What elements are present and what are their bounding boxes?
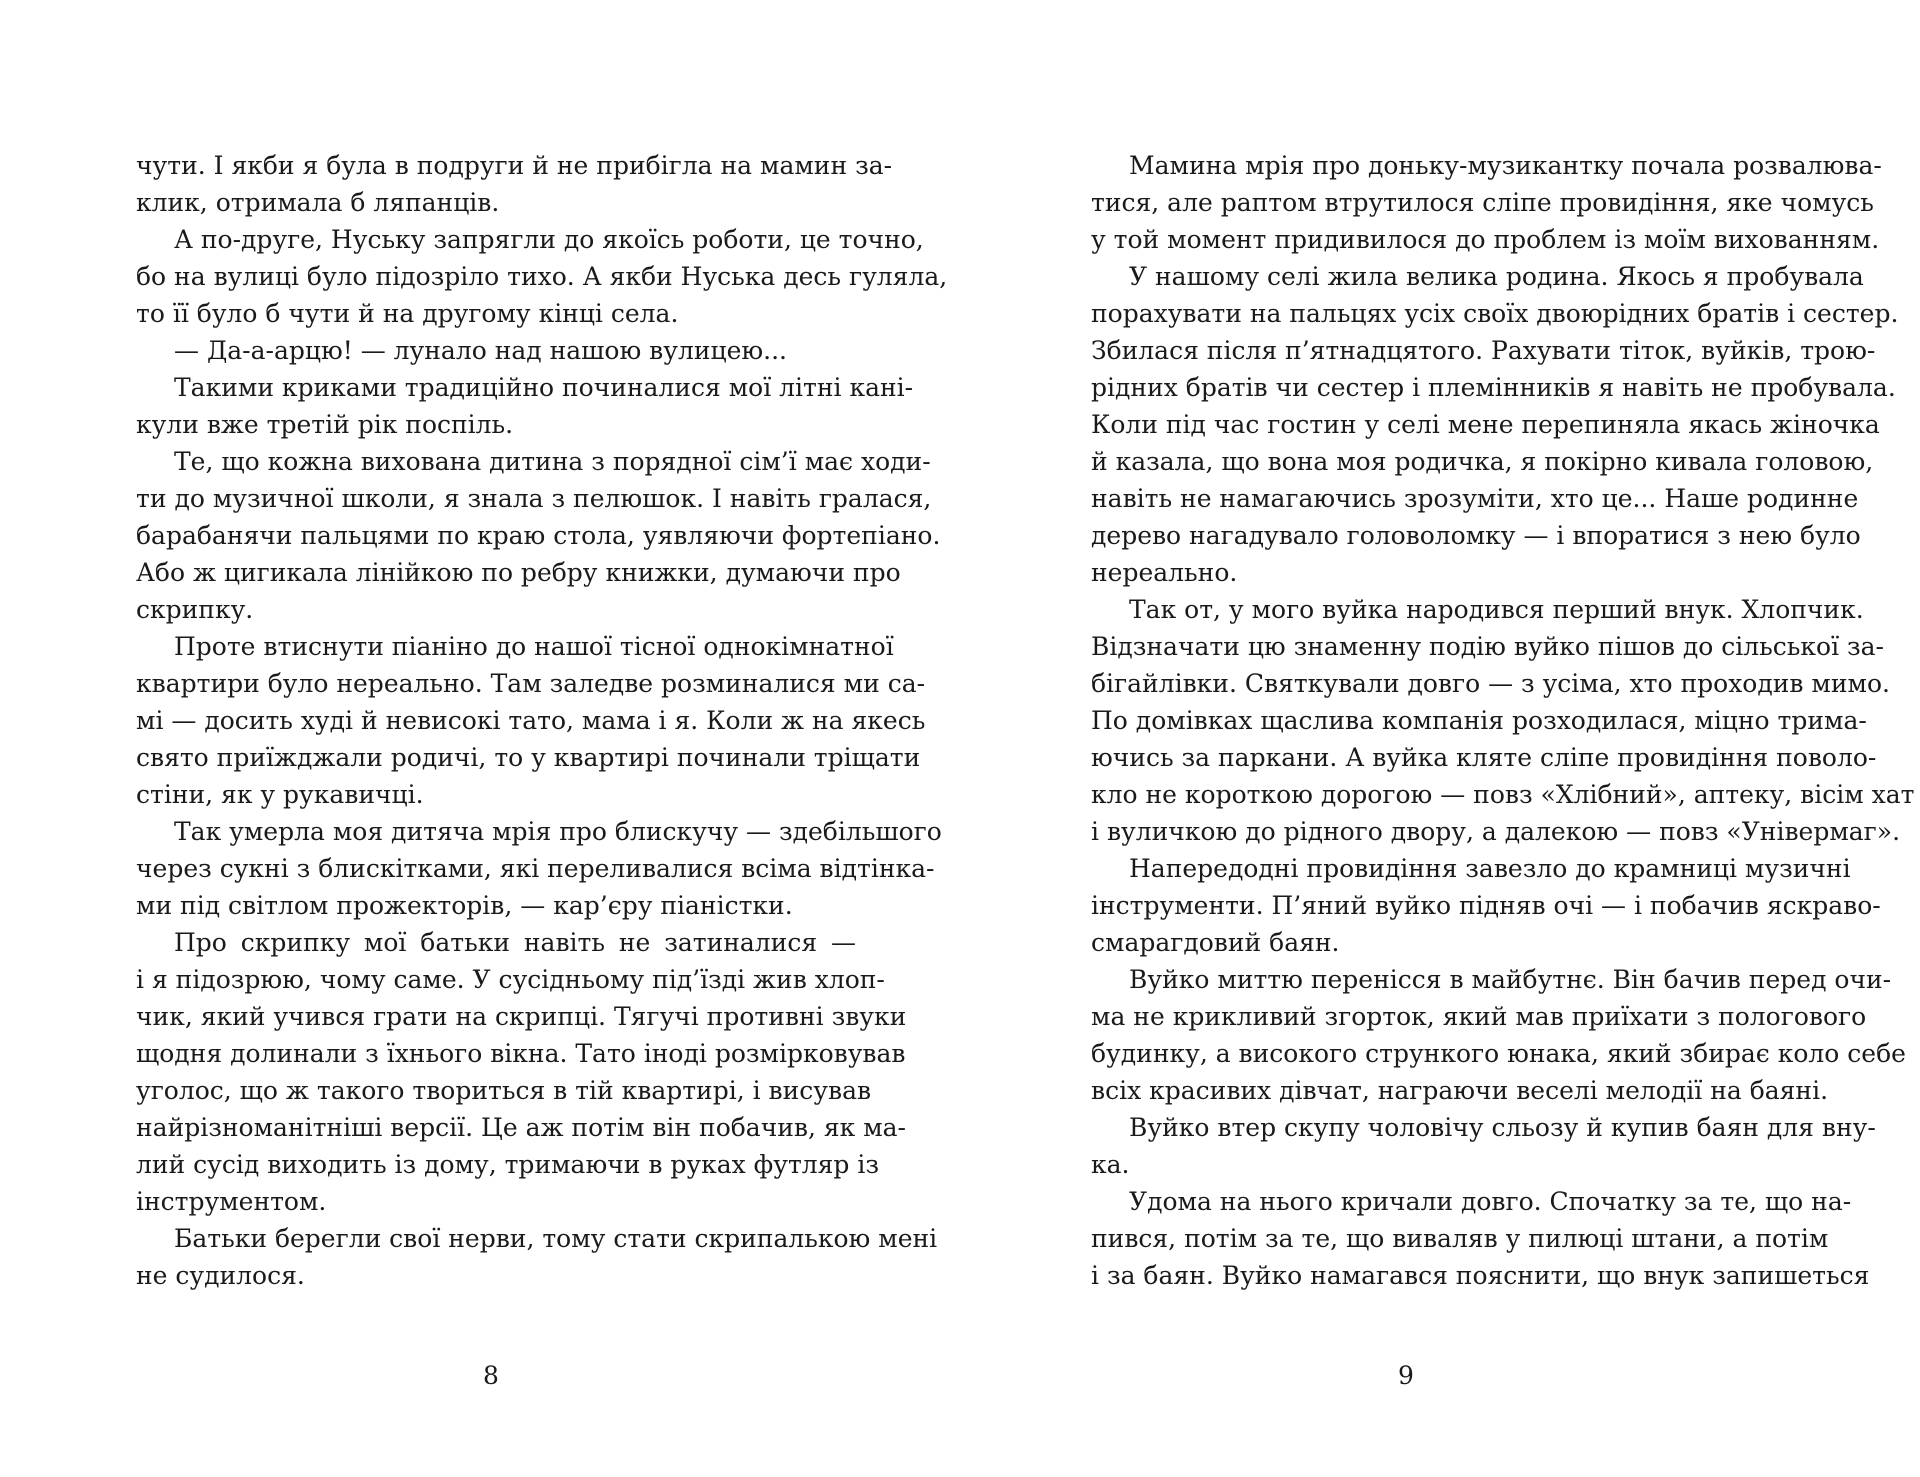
page-number: 9 (1398, 1361, 1414, 1390)
text-line: ми під світлом прожекторів, — кар’єру піаністки. (136, 891, 793, 920)
text-line: ма не крикливий згорток, який мав приїхати з пологового (1091, 1002, 1867, 1031)
page-number: 8 (483, 1361, 499, 1390)
text-line: тися, але раптом втрутилося сліпе провидіння, яке чомусь (1091, 188, 1874, 217)
text-line: всіх красивих дівчат, награючи веселі мелодії на баяні. (1091, 1076, 1829, 1105)
text-line: лий сусід виходить із дому, тримаючи в руках футляр із (136, 1150, 880, 1179)
text-line: уголос, що ж такого твориться в тій квартирі, і висував (136, 1076, 872, 1105)
text-line: барабанячи пальцями по краю стола, уявляючи фортепіано. (136, 521, 941, 550)
text-line: Вуйко миттю перенісся в майбутнє. Він бачив перед очи- (1129, 965, 1892, 994)
text-line: Напередодні провидіння завезло до крамниці музичні (1129, 854, 1851, 883)
text-line: Батьки берегли свої нерви, тому стати скрипалькою мені (174, 1224, 938, 1253)
text-line: бігайлівки. Святкували довго — з усіма, хто проходив мимо. (1091, 669, 1890, 698)
text-line: інструменти. П’яний вуйко підняв очі — і побачив яскраво- (1091, 891, 1881, 920)
text-line: й казала, що вона моя родичка, я покірно кивала головою, (1091, 447, 1874, 476)
text-line: ючись за паркани. А вуйка кляте сліпе провидіння поволо- (1091, 743, 1877, 772)
text-line: квартири було нереально. Там заледве розминалися ми са- (136, 669, 926, 698)
text-line: Проте втиснути піаніно до нашої тісної однокімнатної (174, 632, 894, 661)
text-line: і я підозрюю, чому саме. У сусідньому під’їзді жив хлоп- (136, 965, 885, 994)
text-line: нереально. (1091, 558, 1238, 587)
text-line: інструментом. (136, 1187, 327, 1216)
text-line: мі — досить худі й невисокі тато, мама і я. Коли ж на якесь (136, 706, 926, 735)
text-line: ка. (1091, 1150, 1130, 1179)
text-line: смарагдовий баян. (1091, 928, 1340, 957)
text-line: порахувати на пальцях усіх своїх двоюрідних братів і сестер. (1091, 299, 1899, 328)
text-line: — Да-а-арцю! — лунало над нашою вулицею... (174, 336, 787, 365)
text-line: Збилася після п’ятнадцятого. Рахувати тіток, вуйків, трою- (1091, 336, 1876, 365)
left-page-text (136, 147, 948, 1294)
text-line: Відзначати цю знаменну подію вуйко пішов до сільської за- (1091, 632, 1885, 661)
right-page-text (1091, 147, 1915, 1294)
text-line: навіть не намагаючись зрозуміти, хто це... Наше родинне (1091, 484, 1859, 513)
text-line: дерево нагадувало головоломку — і впоратися з нею було (1091, 521, 1861, 550)
text-line: скрипку. (136, 595, 254, 624)
text-line: Або ж цигикала лінійкою по ребру книжки, думаючи про (136, 558, 901, 587)
text-line: кло не короткою дорогою — повз «Хлібний», аптеку, вісім хат (1091, 780, 1915, 809)
text-line: ти до музичної школи, я знала з пелюшок. І навіть гралася, (136, 484, 932, 513)
text-line: Те, що кожна вихована дитина з порядної сім’ї має ходи- (174, 447, 931, 476)
text-line: По домівках щаслива компанія розходилася, міцно трима- (1091, 706, 1867, 735)
text-line: щодня долинали з їхнього вікна. Тато іноді розмірковував (136, 1039, 906, 1068)
text-line: Так от, у мого вуйка народився перший внук. Хлопчик. (1129, 595, 1864, 624)
text-line: рідних братів чи сестер і племінників я навіть не пробувала. (1091, 373, 1896, 402)
text-line: Вуйко втер скупу чоловічу сльозу й купив баян для вну- (1129, 1113, 1876, 1142)
text-line: пився, потім за те, що виваляв у пилюці штани, а потім (1091, 1224, 1829, 1253)
text-line: Так умерла моя дитяча мрія про блискучу — здебільшого (174, 817, 942, 846)
text-line: Мамина мрія про доньку-музикантку почала розвалюва- (1129, 151, 1882, 180)
text-line: кули вже третій рік поспіль. (136, 410, 514, 439)
text-line: через сукні з блискітками, які переливалися всіма відтінка- (136, 854, 935, 883)
text-line: і вуличкою до рідного двору, а далекою — повз «Універмаг». (1091, 817, 1901, 846)
text-line: не судилося. (136, 1261, 305, 1290)
text-line: чути. І якби я була в подруги й не прибігла на мамин за- (136, 151, 893, 180)
text-line: і за баян. Вуйко намагався пояснити, що внук запишеться (1091, 1261, 1870, 1290)
text-line: чик, який учився грати на скрипці. Тягучі противні звуки (136, 1002, 907, 1031)
text-line: будинку, а високого стрункого юнака, який збирає коло себе (1091, 1039, 1906, 1068)
text-line: у той момент придивилося до проблем із моїм вихованням. (1091, 225, 1880, 254)
text-line: Такими криками традиційно починалися мої літні кані- (174, 373, 914, 402)
text-line: Удома на нього кричали довго. Спочатку за те, що на- (1129, 1187, 1852, 1216)
text-line: найрізноманітніші версії. Це аж потім він побачив, як ма- (136, 1113, 906, 1142)
text-line: А по-друге, Нуську запрягли до якоїсь роботи, це точно, (174, 225, 924, 254)
text-line: Коли під час гостин у селі мене перепиняла якась жіночка (1091, 410, 1880, 439)
text-line: свято приїжджали родичі, то у квартирі починали тріщати (136, 743, 921, 772)
right-page (960, 0, 1920, 1477)
text-line: Про скрипку мої батьки навіть не затиналися — (174, 928, 856, 957)
text-line: бо на вулиці було підозріло тихо. А якби Нуська десь гуляла, (136, 262, 948, 291)
text-line: стіни, як у рукавичці. (136, 780, 424, 809)
text-line: клик, отримала б ляпанців. (136, 188, 500, 217)
text-line: У нашому селі жила велика родина. Якось я пробувала (1129, 262, 1864, 291)
text-line: то її було б чути й на другому кінці села. (136, 299, 679, 328)
